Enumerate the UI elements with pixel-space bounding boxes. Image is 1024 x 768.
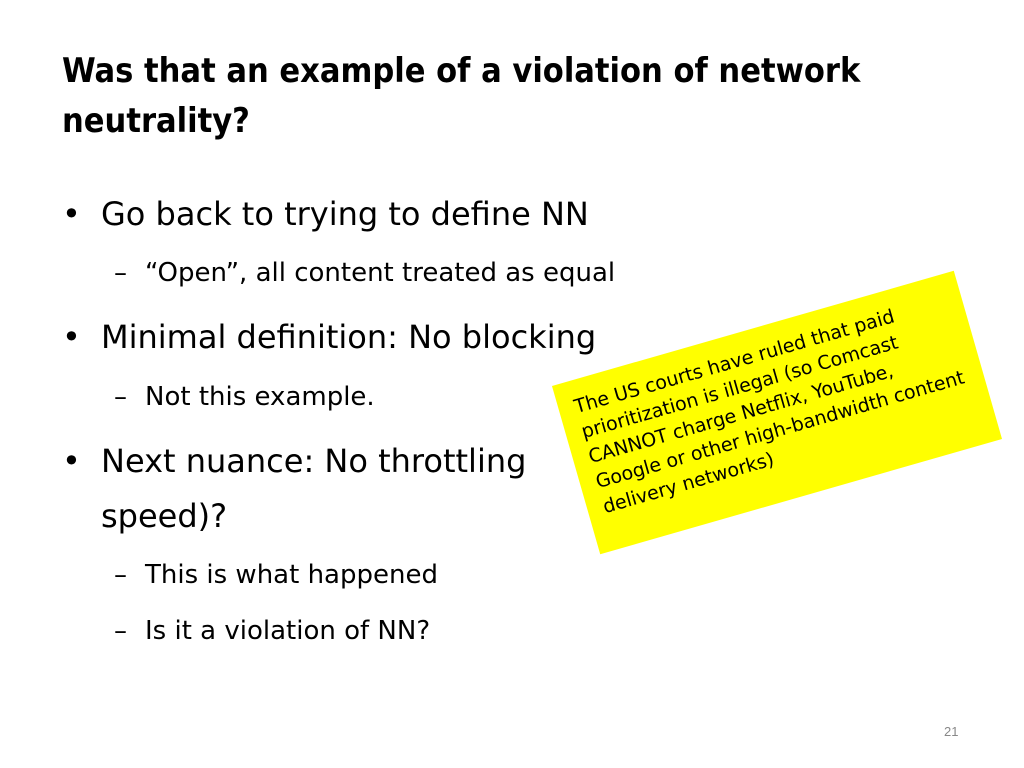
callout-text: The US courts have ruled that paid prioritization is illegal (so Comcast CANNOT charge Netflix, YouTube, Google or other high-bandwidth content delivery networks) xyxy=(571,305,967,519)
sub-bullet-marker: – xyxy=(114,616,127,646)
slide-title: Was that an example of a violation of network neutrality? xyxy=(62,51,861,141)
bullet-marker: • xyxy=(62,442,81,480)
sub-bullet-item: This is what happened xyxy=(145,560,438,590)
bullet-item-continuation: speed)? xyxy=(101,497,228,535)
bullet-item: Minimal definition: No blocking xyxy=(101,318,597,356)
page-number: 21 xyxy=(944,724,959,739)
bullet-marker: • xyxy=(62,318,81,356)
sub-bullet-marker: – xyxy=(114,258,127,288)
sub-bullet-marker: – xyxy=(114,382,127,412)
sub-bullet-item: “Open”, all content treated as equal xyxy=(145,258,616,288)
sub-bullet-item: Is it a violation of NN? xyxy=(145,616,431,646)
sub-bullet-marker: – xyxy=(114,560,127,590)
sub-bullet-item: Not this example. xyxy=(145,382,375,412)
bullet-marker: • xyxy=(62,195,81,233)
bullet-item: Go back to trying to define NN xyxy=(101,195,589,233)
bullet-item: Next nuance: No throttling xyxy=(101,442,527,480)
